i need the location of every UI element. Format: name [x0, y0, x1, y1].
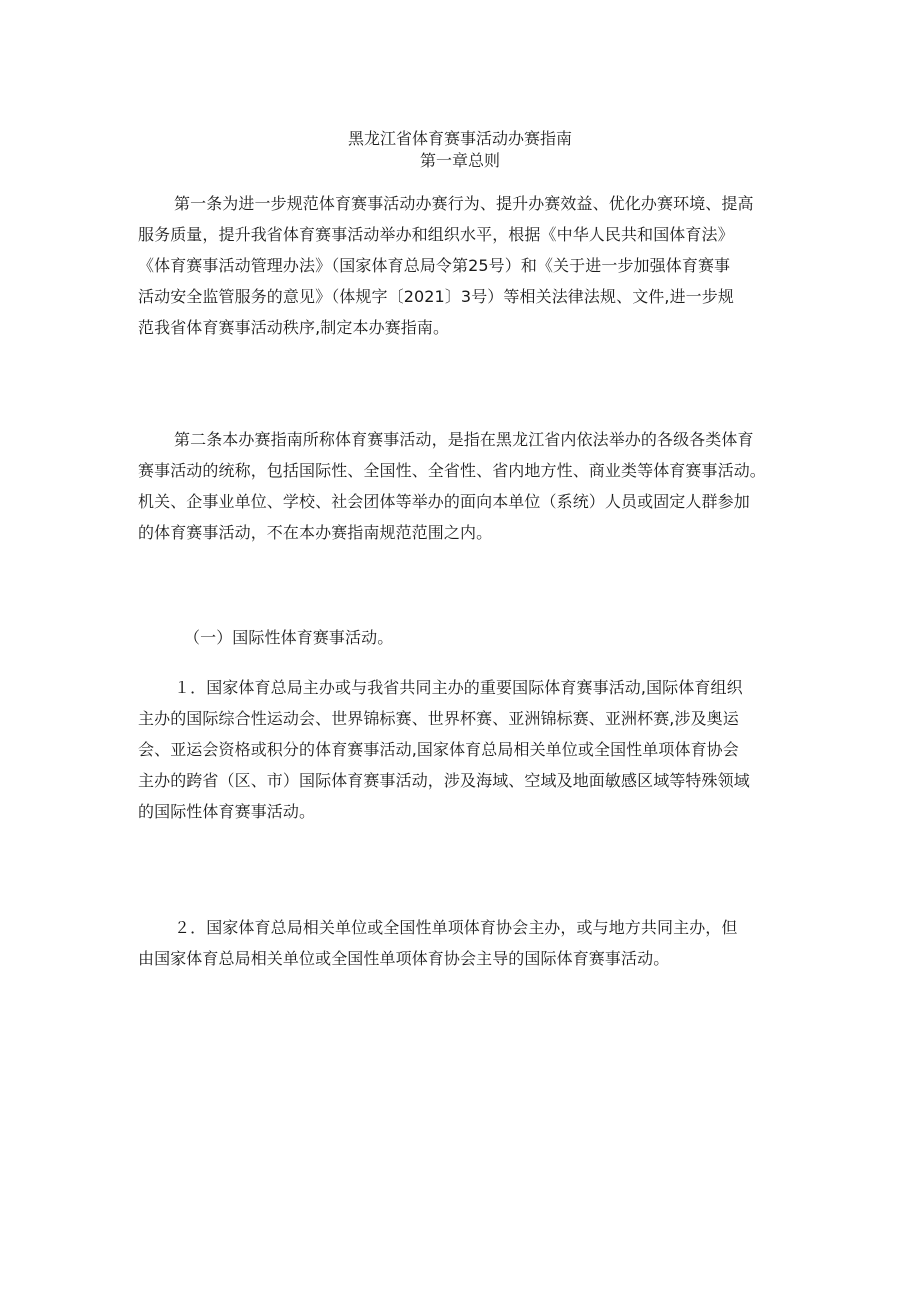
- paragraph-line: １．国家体育总局主办或与我省共同主办的重要国际体育赛事活动,国际体育组织: [174, 678, 743, 697]
- paragraph-line: 活动安全监管服务的意见》（体规字〔2021〕3号）等相关法律法规、文件,进一步规: [138, 287, 734, 306]
- paragraph-line: 的体育赛事活动，不在本办赛指南规范范围之内。: [138, 523, 493, 542]
- paragraph-line: 第一条为进一步规范体育赛事活动办赛行为、提升办赛效益、优化办赛环境、提高: [174, 194, 754, 213]
- paragraph-line: 的国际性体育赛事活动。: [138, 802, 316, 821]
- article-1-paragraph: [138, 188, 784, 343]
- chapter-heading: 第一章总则: [419, 151, 500, 170]
- item-1-paragraph: [138, 672, 784, 827]
- paragraph-line: 会、亚运会资格或积分的体育赛事活动,国家体育总局相关单位或全国性单项体育协会: [138, 740, 739, 759]
- paragraph-line: 《体育赛事活动管理办法》（国家体育总局令第25号）和《关于进一步加强体育赛事: [138, 256, 731, 275]
- item-2-paragraph: [138, 912, 784, 974]
- paragraph-line: 范我省体育赛事活动秩序,制定本办赛指南。: [138, 318, 450, 337]
- paragraph-line: ２．国家体育总局相关单位或全国性单项体育协会主办，或与地方共同主办，但: [174, 918, 738, 937]
- paragraph-line: 第二条本办赛指南所称体育赛事活动，是指在黑龙江省内依法举办的各级各类体育: [174, 430, 754, 449]
- paragraph-line: 主办的跨省（区、市）国际体育赛事活动，涉及海域、空域及地面敏感区域等特殊领域: [138, 771, 750, 790]
- article-2-paragraph: [138, 424, 784, 548]
- paragraph-line: 服务质量，提升我省体育赛事活动举办和组织水平，根据《中华人民共和国体育法》: [138, 225, 734, 244]
- paragraph-line: 由国家体育总局相关单位或全国性单项体育协会主导的国际体育赛事活动。: [138, 949, 670, 968]
- section-heading-text: （一）国际性体育赛事活动。: [184, 628, 394, 647]
- section-heading-international: [138, 622, 784, 653]
- paragraph-line: 主办的国际综合性运动会、世界锦标赛、世界杯赛、亚洲锦标赛、亚洲杯赛,涉及奥运: [138, 709, 739, 728]
- document-title: 黑龙江省体育赛事活动办赛指南: [347, 129, 572, 148]
- paragraph-line: 赛事活动的统称，包括国际性、全国性、全省性、省内地方性、商业类等体育赛事活动。: [138, 461, 766, 480]
- paragraph-line: 机关、企事业单位、学校、社会团体等举办的面向本单位（系统）人员或固定人群参加: [138, 492, 750, 511]
